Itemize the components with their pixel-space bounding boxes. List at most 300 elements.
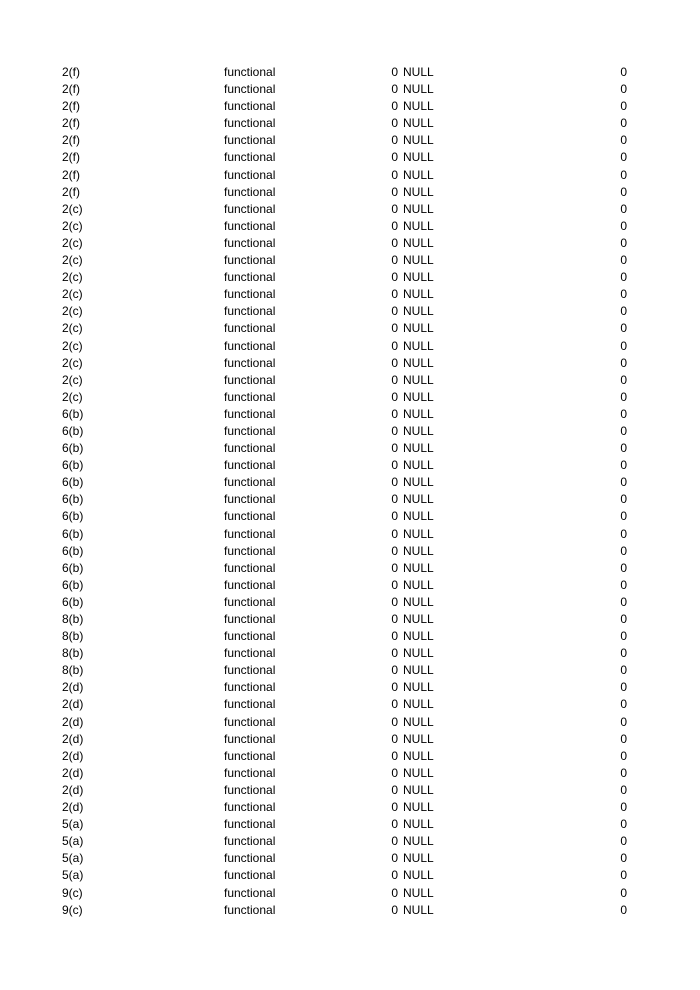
row-number: 0 (391, 851, 398, 866)
row-code: 2(f) (62, 82, 80, 97)
row-code: 6(b) (62, 423, 84, 438)
row-value: 0 (620, 99, 627, 114)
row-code: 2(c) (62, 355, 83, 370)
table-row (0, 799, 700, 816)
row-status: NULL (403, 885, 434, 900)
row-value: 0 (620, 731, 627, 746)
row-type: functional (224, 612, 276, 626)
row-code: 2(c) (62, 253, 83, 268)
row-type: functional (224, 748, 276, 763)
row-type: functional (224, 680, 276, 695)
row-number: 0 (391, 287, 398, 302)
table-row (0, 526, 700, 543)
table-row (0, 235, 700, 252)
row-code: 2(f) (62, 116, 80, 131)
row-number: 0 (391, 765, 398, 780)
row-value: 0 (620, 167, 627, 182)
row-type: functional (224, 851, 276, 866)
row-number: 0 (391, 612, 398, 626)
row-number: 0 (391, 65, 398, 79)
row-value: 0 (620, 423, 627, 438)
row-code: 2(d) (62, 800, 84, 815)
table-row (0, 628, 700, 645)
row-type: functional (224, 253, 276, 268)
row-type: functional (224, 509, 276, 524)
row-code: 2(d) (62, 782, 84, 797)
row-code: 2(d) (62, 765, 84, 780)
row-number: 0 (391, 167, 398, 182)
row-type: functional (224, 321, 276, 336)
row-code: 2(d) (62, 748, 84, 763)
row-code: 6(b) (62, 560, 84, 575)
row-type: functional (224, 902, 276, 917)
row-type: functional (224, 406, 276, 421)
table-row (0, 679, 700, 696)
row-status: NULL (403, 475, 434, 490)
row-value: 0 (620, 321, 627, 336)
table-row (0, 372, 700, 389)
table-row (0, 286, 700, 303)
table-row (0, 696, 700, 713)
row-type: functional (224, 287, 276, 302)
row-type: functional (224, 868, 276, 883)
row-value: 0 (620, 201, 627, 216)
row-status: NULL (403, 509, 434, 524)
row-type: functional (224, 765, 276, 780)
row-code: 5(a) (62, 851, 84, 866)
row-status: NULL (403, 731, 434, 746)
row-status: NULL (403, 902, 434, 917)
row-value: 0 (620, 184, 627, 199)
row-code: 6(b) (62, 594, 84, 609)
row-number: 0 (391, 184, 398, 199)
row-value: 0 (620, 492, 627, 507)
row-value: 0 (620, 765, 627, 780)
row-type: functional (224, 167, 276, 182)
row-type: functional (224, 116, 276, 131)
row-code: 2(d) (62, 697, 84, 712)
row-status: NULL (403, 99, 434, 114)
row-number: 0 (391, 492, 398, 507)
row-code: 6(b) (62, 475, 84, 490)
table-row (0, 577, 700, 594)
table-row (0, 491, 700, 508)
row-number: 0 (391, 253, 398, 268)
row-number: 0 (391, 834, 398, 849)
row-number: 0 (391, 441, 398, 456)
row-status: NULL (403, 253, 434, 268)
row-code: 6(b) (62, 406, 84, 421)
row-number: 0 (391, 475, 398, 490)
row-value: 0 (620, 355, 627, 370)
row-status: NULL (403, 492, 434, 507)
row-number: 0 (391, 748, 398, 763)
row-value: 0 (620, 543, 627, 558)
row-number: 0 (391, 817, 398, 832)
row-value: 0 (620, 218, 627, 233)
row-code: 5(a) (62, 868, 84, 883)
table-row (0, 782, 700, 799)
row-value: 0 (620, 697, 627, 712)
row-status: NULL (403, 65, 434, 79)
row-number: 0 (391, 885, 398, 900)
row-code: 2(c) (62, 218, 83, 233)
row-value: 0 (620, 509, 627, 524)
row-value: 0 (620, 902, 627, 917)
table-row (0, 303, 700, 320)
row-number: 0 (391, 868, 398, 883)
row-value: 0 (620, 389, 627, 404)
row-code: 2(c) (62, 270, 83, 285)
row-status: NULL (403, 389, 434, 404)
row-code: 8(b) (62, 663, 84, 678)
row-status: NULL (403, 680, 434, 695)
row-number: 0 (391, 800, 398, 815)
row-value: 0 (620, 235, 627, 250)
row-value: 0 (620, 475, 627, 490)
row-number: 0 (391, 646, 398, 661)
table-row (0, 218, 700, 235)
table-row (0, 731, 700, 748)
table-row (0, 850, 700, 867)
table-row (0, 902, 700, 919)
row-type: functional (224, 714, 276, 729)
row-number: 0 (391, 355, 398, 370)
table-row (0, 98, 700, 115)
row-code: 6(b) (62, 526, 84, 541)
row-value: 0 (620, 133, 627, 148)
row-status: NULL (403, 817, 434, 832)
row-status: NULL (403, 355, 434, 370)
row-type: functional (224, 577, 276, 592)
row-number: 0 (391, 782, 398, 797)
row-type: functional (224, 697, 276, 712)
row-type: functional (224, 150, 276, 165)
row-status: NULL (403, 423, 434, 438)
row-number: 0 (391, 99, 398, 114)
row-number: 0 (391, 714, 398, 729)
table-row (0, 81, 700, 98)
row-type: functional (224, 526, 276, 541)
table-row (0, 355, 700, 372)
row-type: functional (224, 389, 276, 404)
row-number: 0 (391, 526, 398, 541)
row-type: functional (224, 594, 276, 609)
row-value: 0 (620, 594, 627, 609)
row-value: 0 (620, 287, 627, 302)
row-code: 2(f) (62, 99, 80, 114)
table-row (0, 115, 700, 132)
row-type: functional (224, 304, 276, 319)
row-status: NULL (403, 782, 434, 797)
row-value: 0 (620, 270, 627, 285)
row-type: functional (224, 184, 276, 199)
table-row (0, 149, 700, 166)
row-number: 0 (391, 560, 398, 575)
row-value: 0 (620, 714, 627, 729)
row-status: NULL (403, 663, 434, 678)
row-status: NULL (403, 321, 434, 336)
row-number: 0 (391, 270, 398, 285)
row-code: 2(d) (62, 731, 84, 746)
row-number: 0 (391, 697, 398, 712)
row-code: 6(b) (62, 492, 84, 507)
row-status: NULL (403, 184, 434, 199)
row-type: functional (224, 65, 276, 79)
row-number: 0 (391, 543, 398, 558)
row-code: 2(f) (62, 65, 80, 79)
row-code: 2(f) (62, 150, 80, 165)
row-code: 6(b) (62, 543, 84, 558)
row-number: 0 (391, 201, 398, 216)
row-status: NULL (403, 406, 434, 421)
row-status: NULL (403, 218, 434, 233)
row-value: 0 (620, 800, 627, 815)
row-number: 0 (391, 150, 398, 165)
row-type: functional (224, 441, 276, 456)
row-value: 0 (620, 577, 627, 592)
row-value: 0 (620, 372, 627, 387)
row-code: 6(b) (62, 509, 84, 524)
row-code: 2(c) (62, 338, 83, 353)
row-status: NULL (403, 458, 434, 473)
row-status: NULL (403, 612, 434, 626)
table-row (0, 269, 700, 286)
row-status: NULL (403, 765, 434, 780)
row-value: 0 (620, 150, 627, 165)
row-code: 2(c) (62, 287, 83, 302)
data-table (0, 64, 700, 919)
row-type: functional (224, 201, 276, 216)
row-code: 8(b) (62, 629, 84, 644)
row-value: 0 (620, 680, 627, 695)
row-type: functional (224, 782, 276, 797)
row-code: 2(c) (62, 235, 83, 250)
table-row (0, 508, 700, 525)
row-status: NULL (403, 851, 434, 866)
row-number: 0 (391, 663, 398, 678)
row-number: 0 (391, 594, 398, 609)
row-number: 0 (391, 423, 398, 438)
row-code: 5(a) (62, 817, 84, 832)
table-row (0, 406, 700, 423)
row-code: 2(f) (62, 167, 80, 182)
row-value: 0 (620, 304, 627, 319)
table-row (0, 714, 700, 731)
row-status: NULL (403, 133, 434, 148)
table-row (0, 389, 700, 406)
row-code: 2(f) (62, 133, 80, 148)
row-number: 0 (391, 338, 398, 353)
table-row (0, 457, 700, 474)
row-status: NULL (403, 800, 434, 815)
row-code: 9(c) (62, 902, 83, 917)
row-code: 2(c) (62, 201, 83, 216)
row-type: functional (224, 834, 276, 849)
row-type: functional (224, 560, 276, 575)
row-number: 0 (391, 731, 398, 746)
row-type: functional (224, 82, 276, 97)
row-type: functional (224, 800, 276, 815)
table-row (0, 132, 700, 149)
row-number: 0 (391, 321, 398, 336)
table-row (0, 423, 700, 440)
row-status: NULL (403, 748, 434, 763)
row-code: 2(c) (62, 321, 83, 336)
row-value: 0 (620, 116, 627, 131)
row-status: NULL (403, 594, 434, 609)
row-type: functional (224, 99, 276, 114)
row-code: 2(d) (62, 714, 84, 729)
row-status: NULL (403, 697, 434, 712)
table-row (0, 167, 700, 184)
row-status: NULL (403, 167, 434, 182)
table-row (0, 594, 700, 611)
row-value: 0 (620, 851, 627, 866)
row-type: functional (224, 338, 276, 353)
row-status: NULL (403, 714, 434, 729)
row-number: 0 (391, 389, 398, 404)
row-type: functional (224, 270, 276, 285)
row-status: NULL (403, 646, 434, 661)
row-value: 0 (620, 834, 627, 849)
row-value: 0 (620, 885, 627, 900)
row-number: 0 (391, 133, 398, 148)
row-value: 0 (620, 406, 627, 421)
row-status: NULL (403, 235, 434, 250)
row-value: 0 (620, 338, 627, 353)
row-status: NULL (403, 629, 434, 644)
row-type: functional (224, 218, 276, 233)
row-code: 5(a) (62, 834, 84, 849)
table-row (0, 645, 700, 662)
row-code: 2(c) (62, 304, 83, 319)
row-value: 0 (620, 526, 627, 541)
table-row (0, 816, 700, 833)
row-status: NULL (403, 577, 434, 592)
row-type: functional (224, 663, 276, 678)
table-row (0, 252, 700, 269)
table-row (0, 662, 700, 679)
row-value: 0 (620, 646, 627, 661)
row-status: NULL (403, 834, 434, 849)
table-row (0, 611, 700, 628)
row-number: 0 (391, 680, 398, 695)
row-code: 2(c) (62, 372, 83, 387)
row-number: 0 (391, 509, 398, 524)
row-status: NULL (403, 304, 434, 319)
table-row (0, 320, 700, 337)
row-number: 0 (391, 458, 398, 473)
row-number: 0 (391, 577, 398, 592)
row-number: 0 (391, 372, 398, 387)
row-value: 0 (620, 441, 627, 456)
row-value: 0 (620, 663, 627, 678)
row-type: functional (224, 629, 276, 644)
row-value: 0 (620, 458, 627, 473)
row-number: 0 (391, 304, 398, 319)
row-status: NULL (403, 270, 434, 285)
row-code: 9(c) (62, 885, 83, 900)
table-row (0, 885, 700, 902)
row-type: functional (224, 133, 276, 148)
row-status: NULL (403, 372, 434, 387)
row-number: 0 (391, 629, 398, 644)
row-value: 0 (620, 82, 627, 97)
table-row (0, 184, 700, 201)
row-status: NULL (403, 868, 434, 883)
row-code: 6(b) (62, 577, 84, 592)
row-value: 0 (620, 65, 627, 79)
table-row (0, 338, 700, 355)
row-type: functional (224, 458, 276, 473)
row-type: functional (224, 492, 276, 507)
row-value: 0 (620, 560, 627, 575)
row-value: 0 (620, 868, 627, 883)
row-type: functional (224, 372, 276, 387)
row-type: functional (224, 235, 276, 250)
row-status: NULL (403, 150, 434, 165)
row-value: 0 (620, 629, 627, 644)
row-status: NULL (403, 560, 434, 575)
row-type: functional (224, 543, 276, 558)
row-code: 2(f) (62, 184, 80, 199)
row-status: NULL (403, 287, 434, 302)
row-number: 0 (391, 902, 398, 917)
row-number: 0 (391, 218, 398, 233)
row-number: 0 (391, 82, 398, 97)
row-status: NULL (403, 543, 434, 558)
table-row (0, 543, 700, 560)
table-row (0, 833, 700, 850)
row-code: 6(b) (62, 441, 84, 456)
row-status: NULL (403, 116, 434, 131)
table-row (0, 440, 700, 457)
row-code: 8(b) (62, 646, 84, 661)
row-type: functional (224, 731, 276, 746)
row-code: 2(c) (62, 389, 83, 404)
table-row (0, 201, 700, 218)
row-value: 0 (620, 782, 627, 797)
row-value: 0 (620, 253, 627, 268)
row-status: NULL (403, 338, 434, 353)
row-value: 0 (620, 817, 627, 832)
table-row (0, 560, 700, 577)
row-status: NULL (403, 201, 434, 216)
row-type: functional (224, 423, 276, 438)
row-type: functional (224, 475, 276, 490)
row-number: 0 (391, 116, 398, 131)
table-row (0, 748, 700, 765)
table-row (0, 474, 700, 491)
row-code: 8(b) (62, 612, 84, 626)
row-value: 0 (620, 612, 627, 626)
row-number: 0 (391, 406, 398, 421)
row-type: functional (224, 885, 276, 900)
row-status: NULL (403, 526, 434, 541)
row-type: functional (224, 646, 276, 661)
table-row (0, 64, 700, 81)
row-status: NULL (403, 82, 434, 97)
row-status: NULL (403, 441, 434, 456)
row-type: functional (224, 817, 276, 832)
row-value: 0 (620, 748, 627, 763)
table-row (0, 765, 700, 782)
table-row (0, 867, 700, 884)
row-type: functional (224, 355, 276, 370)
row-code: 2(d) (62, 680, 84, 695)
row-code: 6(b) (62, 458, 84, 473)
